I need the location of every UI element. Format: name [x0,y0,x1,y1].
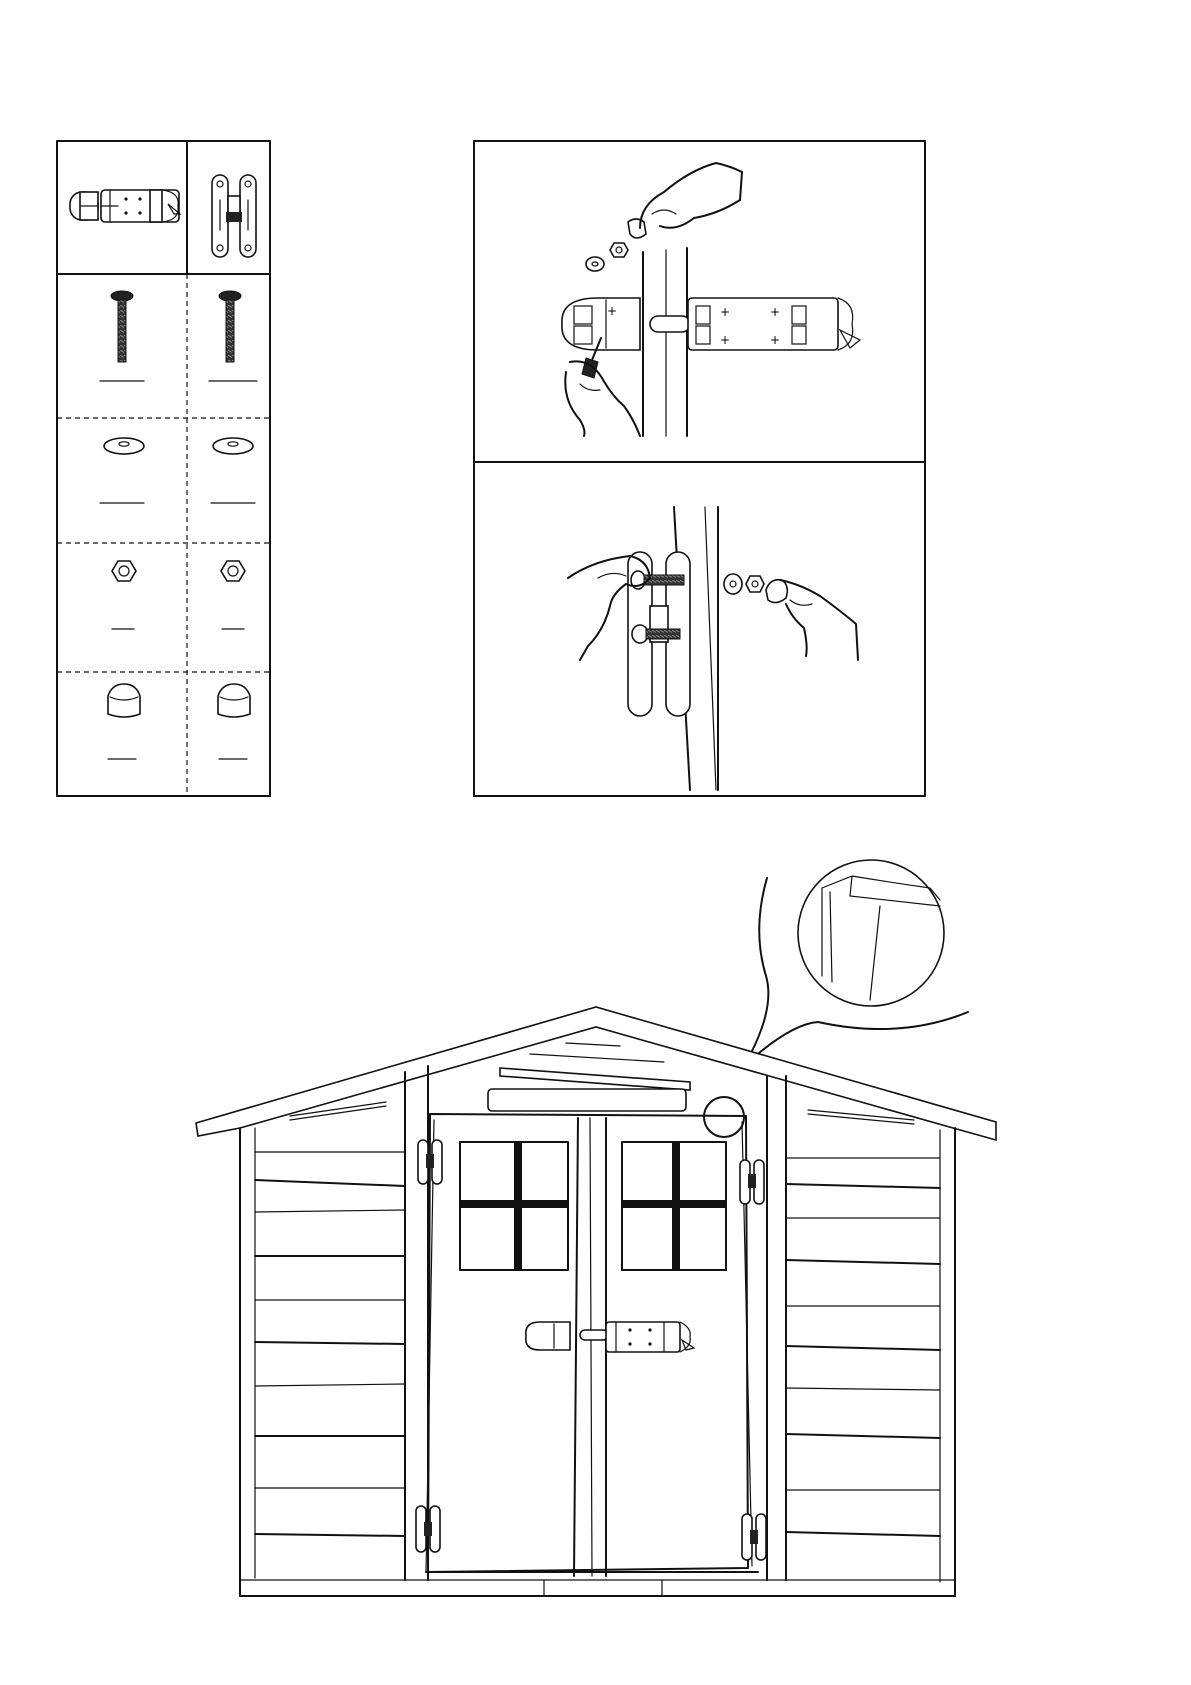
washer-part-hinge [211,438,255,503]
roof-vent [500,1068,690,1090]
parts-table [57,141,270,796]
nut-part-hinge [221,561,245,629]
washer [586,257,604,271]
bolt-part-latch [100,291,144,381]
svg-text:+: + [770,305,781,319]
shed-overview [196,860,996,1596]
cap-nut-part-hinge [218,684,250,759]
washer [724,574,742,594]
right-wall-siding [786,1158,940,1536]
cap-nut-part-latch [108,684,140,759]
svg-text:+: + [720,305,731,319]
left-wall-siding [255,1152,405,1536]
hand-icon [780,580,858,660]
svg-text:+: + [770,333,781,347]
step-hinge-install [568,507,858,790]
latch-kit-thumbnail [70,190,180,222]
washer-part-latch [100,438,144,503]
nut-part-latch [112,561,136,629]
gable-panel [488,1089,686,1111]
step-latch-install [562,163,860,436]
shed-hinge-bottom-right [742,1514,766,1560]
latch-bolt [650,316,690,332]
detail-marker-circle [704,1097,744,1137]
nut [610,243,628,257]
shed-door-latch [526,1322,694,1352]
hand-icon [640,163,742,228]
bolt [646,629,680,639]
bolt-part-hinge [209,291,257,381]
step-panels-frame [474,141,925,796]
hinge-kit-thumbnail [212,175,256,257]
cap-nut [766,580,787,603]
shed-hinge-top-right [740,1160,764,1204]
svg-text:+: + [720,333,731,347]
svg-text:+: + [607,304,618,318]
detail-magnifier [798,860,944,1006]
hand-icon [565,361,640,436]
step-panels [474,141,925,796]
cap-nut [628,219,646,238]
nut [746,576,764,592]
